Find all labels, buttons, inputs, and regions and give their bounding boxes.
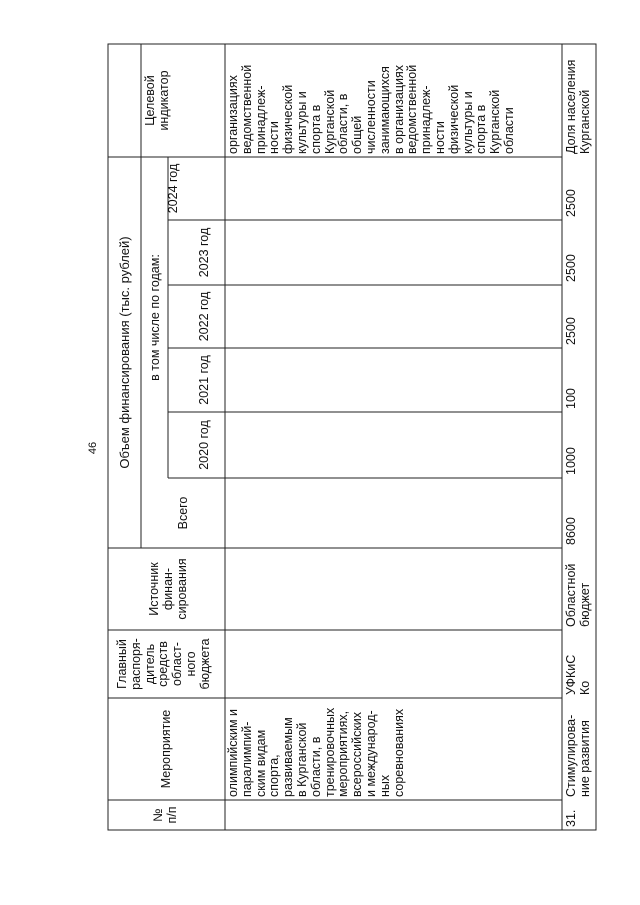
header-source: Источник финан- сирования — [147, 558, 189, 620]
header-2022: 2022 год — [197, 291, 211, 342]
header-source-cell — [108, 548, 225, 630]
header-2024: 2024 год — [166, 163, 180, 214]
header-by-year: в том числе по годам: — [148, 254, 162, 381]
row1-indicator-cell — [225, 44, 562, 157]
row1-event: олимпийским и паралимпий- ским видам спорта, развиваемым в Курганской области, в тренировочных мероприятиях, всероссийских и международ- ных соревнованиях — [226, 707, 406, 797]
row2-2022-cell — [562, 285, 596, 348]
row2-2021-cell — [562, 348, 596, 412]
header-indicator-cell — [108, 44, 225, 157]
header-total-cell — [141, 478, 225, 548]
row2-event-cell — [562, 698, 596, 800]
row2-2024-cell — [562, 157, 596, 220]
row2-manager: УФКиС Ко — [564, 654, 592, 695]
header-2023-cell — [168, 220, 225, 285]
row2-num: 31. — [564, 809, 578, 827]
header-2024-cell — [141, 157, 225, 220]
row2-indicator: Доля населения Курганской — [564, 59, 592, 154]
header-2021-cell — [168, 348, 225, 412]
table-row — [562, 44, 596, 830]
row2-source: Областной бюджет — [564, 563, 592, 627]
header-financing: Объем финансирования (тыс. рублей) — [117, 236, 132, 469]
header-2021: 2021 год — [197, 355, 211, 405]
header-total: Всего — [176, 496, 190, 530]
row1-event-cell — [225, 698, 562, 800]
row2-manager-cell — [562, 630, 596, 698]
header-manager: Главный распоря- дитель средств област- ного бюджета — [115, 638, 212, 690]
row2-source-cell — [562, 548, 596, 630]
row1-indicator: организациях ведомственной принадлеж- ности физической культуры и спорта в Курганской области, в общей численности занимающихся в организациях ведомственной принадлеж- ности физической культуры и спорта в Курганской области — [226, 64, 516, 154]
header-num-cell — [108, 800, 225, 830]
header-event-cell — [108, 698, 225, 800]
row2-2023: 2500 — [564, 254, 578, 282]
header-2020: 2020 год — [197, 420, 211, 470]
row2-2020-cell — [562, 412, 596, 478]
header-2020-cell — [168, 412, 225, 478]
row2-total: 8600 — [564, 517, 578, 545]
header-2023: 2023 год — [197, 227, 211, 278]
row2-2024: 2500 — [564, 189, 578, 217]
row2-total-cell — [562, 478, 596, 548]
header-event: Мероприятие — [159, 709, 173, 789]
page-number: 46 — [87, 441, 99, 455]
row2-event: Стимулирова- ние развития — [564, 714, 592, 797]
header-indicator: Целевой индикатор — [143, 70, 171, 131]
row2-2020: 1000 — [564, 447, 578, 475]
row2-indicator-cell — [562, 44, 596, 157]
header-2022-cell — [168, 285, 225, 348]
table-row — [225, 44, 562, 830]
row2-2021: 100 — [564, 388, 578, 409]
header-manager-cell — [108, 630, 225, 698]
row2-num-cell — [562, 800, 596, 830]
header-financing-cell — [108, 157, 141, 548]
row2-2023-cell — [562, 220, 596, 285]
row2-2022: 2500 — [564, 317, 578, 345]
header-num: № п/п — [151, 806, 179, 824]
